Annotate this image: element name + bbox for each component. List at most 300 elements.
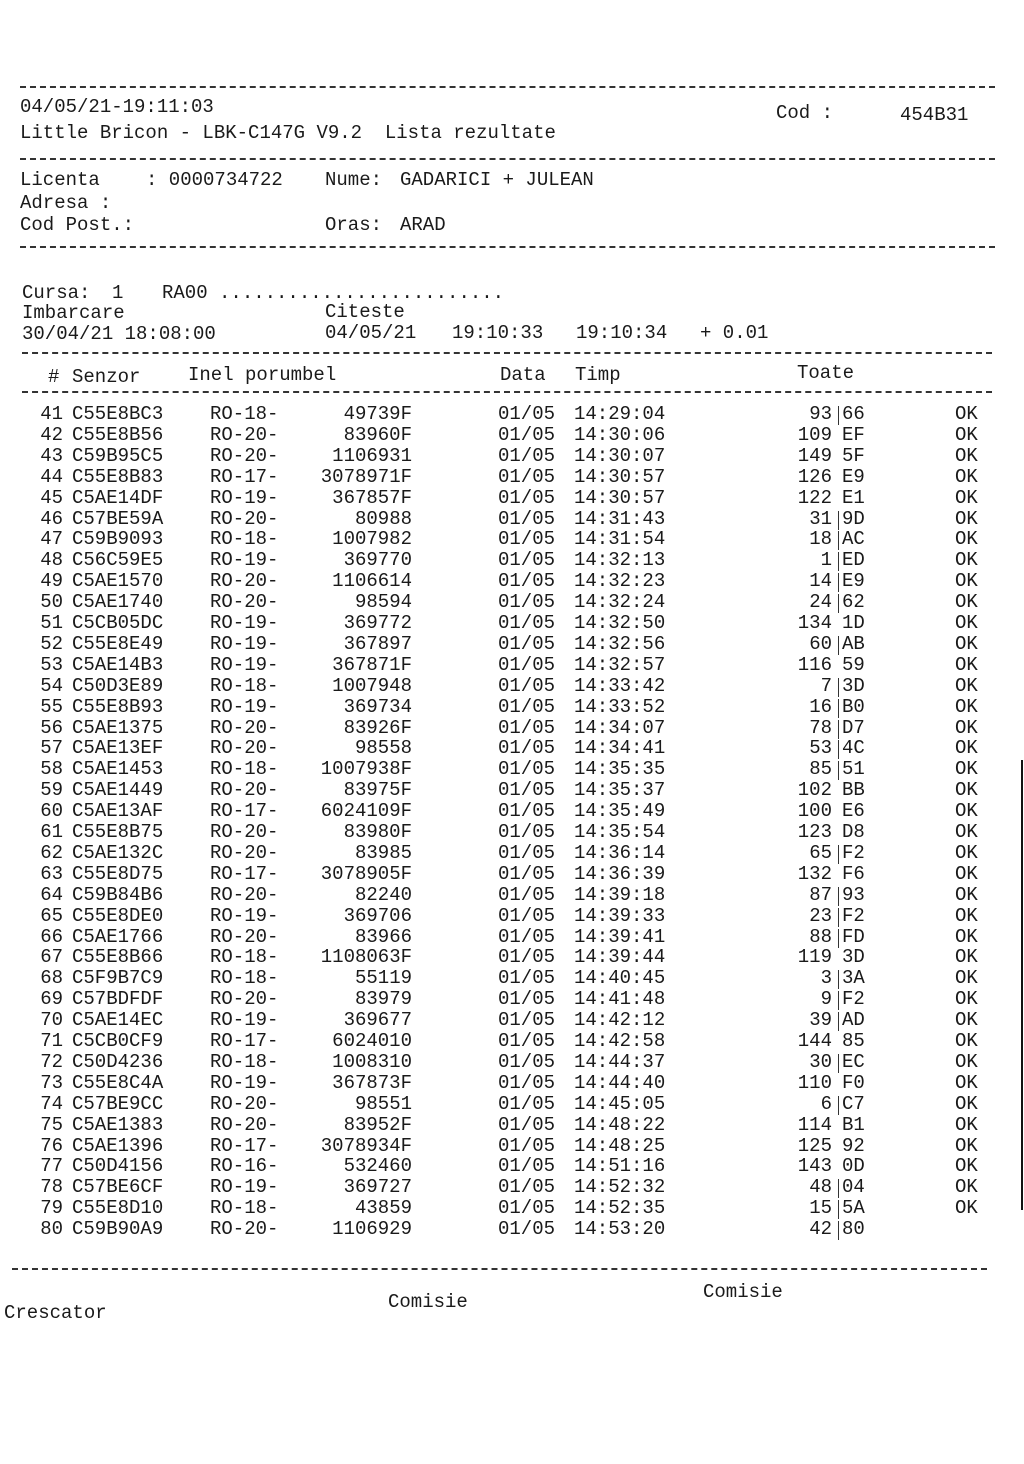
toate-code: 5A: [842, 1197, 865, 1220]
status-ok: OK: [955, 904, 978, 927]
status-ok: OK: [955, 486, 978, 509]
status-ok: OK: [955, 841, 978, 864]
toate-divider: [838, 1054, 839, 1073]
ring-number: 369734: [343, 695, 412, 718]
row-number: 76: [40, 1134, 63, 1157]
ring-prefix: RO-17-: [210, 862, 279, 885]
toate-divider: [838, 740, 839, 759]
comisie-label-2: Comisie: [703, 1281, 783, 1303]
ring-prefix: RO-18-: [210, 403, 279, 425]
toate-code: F2: [842, 988, 865, 1011]
ring-prefix: RO-20-: [210, 841, 279, 864]
table-row: [0, 1136, 1024, 1157]
arrival-date: 01/05: [498, 549, 556, 572]
crescator-label: Crescator: [4, 1302, 107, 1324]
sensor-id: C5CB0CF9: [72, 1030, 164, 1052]
ring-prefix: RO-18-: [210, 946, 279, 969]
ring-prefix: RO-16-: [210, 1155, 279, 1178]
table-row: [0, 509, 1024, 530]
arrival-time: 14:32:24: [574, 591, 666, 614]
arrival-date: 01/05: [498, 862, 556, 885]
ring-number: 369770: [343, 549, 412, 572]
ring-number: 83980F: [343, 821, 412, 843]
ring-prefix: RO-17-: [210, 1134, 279, 1157]
table-row: [0, 1052, 1024, 1073]
arrival-date: 01/05: [498, 570, 556, 593]
separator-bottom: [12, 1268, 987, 1270]
row-number: 73: [40, 1071, 63, 1094]
sensor-id: C5AE13EF: [72, 737, 164, 760]
row-number: 51: [40, 612, 63, 634]
toate-code: 1D: [842, 612, 865, 634]
table-row: [0, 927, 1024, 948]
arrival-time: 14:45:05: [574, 1092, 666, 1115]
toate-code: 93: [842, 883, 865, 906]
sensor-id: C50D3E89: [72, 674, 164, 697]
cod-label: Cod :: [776, 102, 834, 124]
toate-number: 7: [820, 674, 832, 697]
toate-number: 144: [797, 1030, 832, 1052]
sensor-id: C57BDFDF: [72, 988, 164, 1011]
imbarcare-value: 30/04/21 18:08:00: [22, 323, 216, 345]
nume-value: GADARICI + JULEAN: [400, 169, 594, 191]
arrival-date: 01/05: [498, 465, 556, 488]
ring-number: 98551: [354, 1092, 412, 1115]
col-header-senzor: Senzor: [72, 366, 141, 388]
ring-number: 83960F: [343, 423, 412, 446]
arrival-date: 01/05: [498, 841, 556, 864]
status-ok: OK: [955, 716, 978, 739]
arrival-time: 14:39:41: [574, 925, 666, 948]
toate-code: B1: [842, 1113, 865, 1136]
status-ok: OK: [955, 1092, 978, 1115]
status-ok: OK: [955, 465, 978, 488]
ring-prefix: RO-19-: [210, 1071, 279, 1094]
ring-prefix: RO-20-: [210, 444, 279, 467]
sensor-id: C5F9B7C9: [72, 967, 164, 990]
arrival-date: 01/05: [498, 1009, 556, 1032]
arrival-time: 14:36:39: [574, 862, 666, 885]
table-row: [0, 822, 1024, 843]
ring-prefix: RO-19-: [210, 904, 279, 927]
licenta-label: Licenta: [20, 169, 100, 191]
ring-prefix: RO-19-: [210, 1009, 279, 1032]
ring-prefix: RO-19-: [210, 632, 279, 655]
toate-number: 18: [809, 528, 832, 551]
row-number: 65: [40, 904, 63, 927]
toate-code: F6: [842, 862, 865, 885]
row-number: 53: [40, 653, 63, 676]
ring-prefix: RO-20-: [210, 737, 279, 760]
row-number: 63: [40, 862, 63, 885]
table-row: [0, 697, 1024, 718]
sensor-id: C59B90A9: [72, 1218, 164, 1241]
toate-code: 0D: [842, 1155, 865, 1178]
codpost-label: Cod Post.:: [20, 214, 135, 236]
toate-number: 143: [797, 1155, 832, 1178]
table-row: [0, 1010, 1024, 1031]
ring-prefix: RO-20-: [210, 1113, 279, 1136]
toate-code: 3D: [842, 674, 865, 697]
arrival-time: 14:39:33: [574, 904, 666, 927]
table-row: [0, 1177, 1024, 1198]
table-row: [0, 1094, 1024, 1115]
toate-code: EC: [842, 1050, 865, 1073]
sensor-id: C5AE1766: [72, 925, 164, 948]
ring-number: 367897: [343, 632, 412, 655]
arrival-time: 14:32:13: [574, 549, 666, 572]
row-number: 68: [40, 967, 63, 990]
separator-top: [20, 86, 995, 88]
toate-code: AB: [842, 632, 865, 655]
row-number: 43: [40, 444, 63, 467]
status-ok: OK: [955, 444, 978, 467]
licenta-value: : 0000734722: [146, 169, 283, 191]
row-number: 62: [40, 841, 63, 864]
table-row: [0, 718, 1024, 739]
nume-label: Nume:: [325, 169, 383, 191]
ring-number: 1106614: [332, 570, 412, 593]
status-ok: OK: [955, 1030, 978, 1052]
toate-number: 53: [809, 737, 832, 760]
ring-number: 367873F: [332, 1071, 412, 1094]
ring-number: 3078971F: [320, 465, 412, 488]
ring-prefix: RO-20-: [210, 1218, 279, 1241]
toate-code: 66: [842, 403, 865, 425]
ring-number: 83975F: [343, 779, 412, 802]
table-row: [0, 989, 1024, 1010]
toate-number: 30: [809, 1050, 832, 1073]
arrival-date: 01/05: [498, 1071, 556, 1094]
toate-divider: [838, 1200, 839, 1219]
arrival-date: 01/05: [498, 967, 556, 990]
arrival-date: 01/05: [498, 653, 556, 676]
ring-number: 532460: [343, 1155, 412, 1178]
arrival-date: 01/05: [498, 904, 556, 927]
sensor-id: C5AE14DF: [72, 486, 164, 509]
status-ok: OK: [955, 591, 978, 614]
toate-number: 39: [809, 1009, 832, 1032]
toate-divider: [838, 636, 839, 655]
sensor-id: C57BE6CF: [72, 1176, 164, 1199]
ring-prefix: RO-20-: [210, 925, 279, 948]
toate-code: 9D: [842, 507, 865, 530]
toate-number: 14: [809, 570, 832, 593]
table-row: [0, 550, 1024, 571]
table-row: [0, 1031, 1024, 1052]
arrival-time: 14:39:44: [574, 946, 666, 969]
sensor-id: C5AE1570: [72, 570, 164, 593]
row-number: 67: [40, 946, 63, 969]
toate-divider: [838, 678, 839, 697]
arrival-time: 14:34:07: [574, 716, 666, 739]
toate-divider: [838, 908, 839, 927]
ring-prefix: RO-20-: [210, 779, 279, 802]
toate-code: 51: [842, 758, 865, 781]
toate-number: 65: [809, 841, 832, 864]
ring-number: 6024109F: [320, 800, 412, 823]
imbarcare-label: Imbarcare: [22, 302, 125, 324]
status-ok: OK: [955, 862, 978, 885]
row-number: 75: [40, 1113, 63, 1136]
ring-number: 369772: [343, 612, 412, 634]
status-ok: OK: [955, 507, 978, 530]
ring-prefix: RO-20-: [210, 883, 279, 906]
toate-number: 114: [797, 1113, 832, 1136]
toate-code: D8: [842, 821, 865, 843]
toate-code: 5F: [842, 444, 865, 467]
toate-number: 123: [797, 821, 832, 843]
arrival-time: 14:31:54: [574, 528, 666, 551]
row-number: 44: [40, 465, 63, 488]
ring-prefix: RO-18-: [210, 674, 279, 697]
ring-number: 369706: [343, 904, 412, 927]
toate-code: E9: [842, 570, 865, 593]
arrival-time: 14:30:07: [574, 444, 666, 467]
status-ok: OK: [955, 967, 978, 990]
ring-number: 1007982: [332, 528, 412, 551]
toate-code: F0: [842, 1071, 865, 1094]
toate-code: FD: [842, 925, 865, 948]
row-number: 80: [40, 1218, 63, 1241]
col-header-data: Data: [500, 364, 546, 386]
toate-code: B0: [842, 695, 865, 718]
toate-code: E6: [842, 800, 865, 823]
ring-prefix: RO-18-: [210, 528, 279, 551]
sensor-id: C57BE59A: [72, 507, 164, 530]
arrival-time: 14:53:20: [574, 1218, 666, 1241]
citeste-label: Citeste: [325, 301, 405, 323]
row-number: 69: [40, 988, 63, 1011]
status-ok: OK: [955, 1197, 978, 1220]
status-ok: OK: [955, 821, 978, 843]
sensor-id: C5AE14B3: [72, 653, 164, 676]
oras-value: ARAD: [400, 214, 446, 236]
arrival-date: 01/05: [498, 1092, 556, 1115]
table-row: [0, 906, 1024, 927]
table-row: [0, 801, 1024, 822]
toate-number: 100: [797, 800, 832, 823]
toate-number: 102: [797, 779, 832, 802]
table-row: [0, 571, 1024, 592]
toate-code: BB: [842, 779, 865, 802]
sensor-id: C5AE132C: [72, 841, 164, 864]
arrival-time: 14:48:25: [574, 1134, 666, 1157]
toate-code: 04: [842, 1176, 865, 1199]
row-number: 55: [40, 695, 63, 718]
toate-number: 125: [797, 1134, 832, 1157]
toate-number: 116: [797, 653, 832, 676]
arrival-date: 01/05: [498, 821, 556, 843]
arrival-date: 01/05: [498, 1113, 556, 1136]
row-number: 45: [40, 486, 63, 509]
table-row: [0, 947, 1024, 968]
toate-number: 88: [809, 925, 832, 948]
ring-prefix: RO-19-: [210, 653, 279, 676]
arrival-time: 14:35:35: [574, 758, 666, 781]
row-number: 71: [40, 1030, 63, 1052]
row-number: 70: [40, 1009, 63, 1032]
table-row: [0, 1115, 1024, 1136]
toate-divider: [838, 594, 839, 613]
arrival-date: 01/05: [498, 486, 556, 509]
arrival-time: 14:36:14: [574, 841, 666, 864]
table-row: [0, 613, 1024, 634]
row-number: 56: [40, 716, 63, 739]
ring-prefix: RO-19-: [210, 549, 279, 572]
toate-code: ED: [842, 549, 865, 572]
arrival-date: 01/05: [498, 1155, 556, 1178]
ring-number: 1106931: [332, 444, 412, 467]
table-row: [0, 676, 1024, 697]
toate-divider: [838, 552, 839, 571]
toate-number: 149: [797, 444, 832, 467]
table-row: [0, 738, 1024, 759]
toate-number: 6: [820, 1092, 832, 1115]
arrival-date: 01/05: [498, 925, 556, 948]
ring-prefix: RO-17-: [210, 800, 279, 823]
arrival-time: 14:34:41: [574, 737, 666, 760]
row-number: 47: [40, 528, 63, 551]
status-ok: OK: [955, 632, 978, 655]
ring-number: 1108063F: [320, 946, 412, 969]
status-ok: OK: [955, 612, 978, 634]
col-header-toate: Toate: [797, 362, 855, 384]
arrival-date: 01/05: [498, 423, 556, 446]
toate-code: 85: [842, 1030, 865, 1052]
arrival-date: 01/05: [498, 612, 556, 634]
ring-number: 369677: [343, 1009, 412, 1032]
arrival-time: 14:32:50: [574, 612, 666, 634]
arrival-time: 14:48:22: [574, 1113, 666, 1136]
sensor-id: C59B9093: [72, 528, 164, 551]
arrival-time: 14:32:57: [574, 653, 666, 676]
table-row: [0, 655, 1024, 676]
table-row: [0, 404, 1024, 425]
toate-code: 80: [842, 1218, 865, 1241]
sensor-id: C5AE1396: [72, 1134, 164, 1157]
toate-divider: [838, 511, 839, 530]
toate-divider: [838, 929, 839, 948]
comisie-label-1: Comisie: [388, 1291, 468, 1313]
oras-label: Oras:: [325, 214, 383, 236]
status-ok: OK: [955, 570, 978, 593]
row-number: 66: [40, 925, 63, 948]
arrival-date: 01/05: [498, 528, 556, 551]
toate-divider: [838, 1221, 839, 1240]
sensor-id: C55E8B56: [72, 423, 164, 446]
sensor-id: C5AE1449: [72, 779, 164, 802]
toate-code: 3D: [842, 946, 865, 969]
arrival-date: 01/05: [498, 695, 556, 718]
toate-number: 134: [797, 612, 832, 634]
arrival-time: 14:52:32: [574, 1176, 666, 1199]
ring-number: 49739F: [343, 403, 412, 425]
arrival-time: 14:32:23: [574, 570, 666, 593]
table-row: [0, 864, 1024, 885]
arrival-date: 01/05: [498, 883, 556, 906]
table-row: [0, 1073, 1024, 1094]
ring-prefix: RO-17-: [210, 1030, 279, 1052]
ring-prefix: RO-20-: [210, 821, 279, 843]
toate-divider: [838, 1096, 839, 1115]
sensor-id: C55E8B83: [72, 465, 164, 488]
toate-number: 16: [809, 695, 832, 718]
ring-prefix: RO-20-: [210, 423, 279, 446]
ring-prefix: RO-18-: [210, 967, 279, 990]
arrival-time: 14:35:37: [574, 779, 666, 802]
row-number: 61: [40, 821, 63, 843]
toate-number: 119: [797, 946, 832, 969]
arrival-date: 01/05: [498, 737, 556, 760]
toate-divider: [838, 991, 839, 1010]
toate-number: 85: [809, 758, 832, 781]
arrival-time: 14:51:16: [574, 1155, 666, 1178]
ring-prefix: RO-19-: [210, 612, 279, 634]
toate-divider: [838, 1012, 839, 1031]
separator-race: [22, 352, 992, 354]
toate-code: F2: [842, 841, 865, 864]
citeste-offset: + 0.01: [700, 322, 769, 344]
arrival-time: 14:35:54: [574, 821, 666, 843]
arrival-date: 01/05: [498, 1050, 556, 1073]
ring-number: 1106929: [332, 1218, 412, 1241]
toate-number: 60: [809, 632, 832, 655]
toate-divider: [838, 1179, 839, 1198]
sensor-id: C55E8D75: [72, 862, 164, 885]
cursa-code: RA00 .........................: [162, 282, 505, 304]
row-number: 74: [40, 1092, 63, 1115]
sensor-id: C5AE1740: [72, 591, 164, 614]
toate-code: 3A: [842, 967, 865, 990]
col-header-timp: Timp: [575, 364, 621, 386]
sensor-id: C56C59E5: [72, 549, 164, 572]
sensor-id: C55E8B75: [72, 821, 164, 843]
ring-number: 83952F: [343, 1113, 412, 1136]
table-row: [0, 592, 1024, 613]
toate-divider: [838, 406, 839, 425]
row-number: 77: [40, 1155, 63, 1178]
sensor-id: C59B84B6: [72, 883, 164, 906]
sensor-id: C5AE1453: [72, 758, 164, 781]
toate-number: 93: [809, 403, 832, 425]
row-number: 50: [40, 591, 63, 614]
ring-number: 83979: [354, 988, 412, 1011]
table-row: [0, 759, 1024, 780]
row-number: 41: [40, 403, 63, 425]
status-ok: OK: [955, 695, 978, 718]
arrival-time: 14:35:49: [574, 800, 666, 823]
row-number: 42: [40, 423, 63, 446]
toate-code: F2: [842, 904, 865, 927]
separator-table-head: [22, 391, 992, 393]
toate-number: 15: [809, 1197, 832, 1220]
toate-code: EF: [842, 423, 865, 446]
arrival-time: 14:33:42: [574, 674, 666, 697]
ring-prefix: RO-18-: [210, 1197, 279, 1220]
table-row: [0, 425, 1024, 446]
table-row: [0, 467, 1024, 488]
row-number: 60: [40, 800, 63, 823]
table-row: [0, 968, 1024, 989]
arrival-time: 14:41:48: [574, 988, 666, 1011]
sensor-id: C55E8B93: [72, 695, 164, 718]
toate-number: 132: [797, 862, 832, 885]
toate-code: C7: [842, 1092, 865, 1115]
ring-number: 1008310: [332, 1050, 412, 1073]
arrival-date: 01/05: [498, 758, 556, 781]
ring-number: 367871F: [332, 653, 412, 676]
